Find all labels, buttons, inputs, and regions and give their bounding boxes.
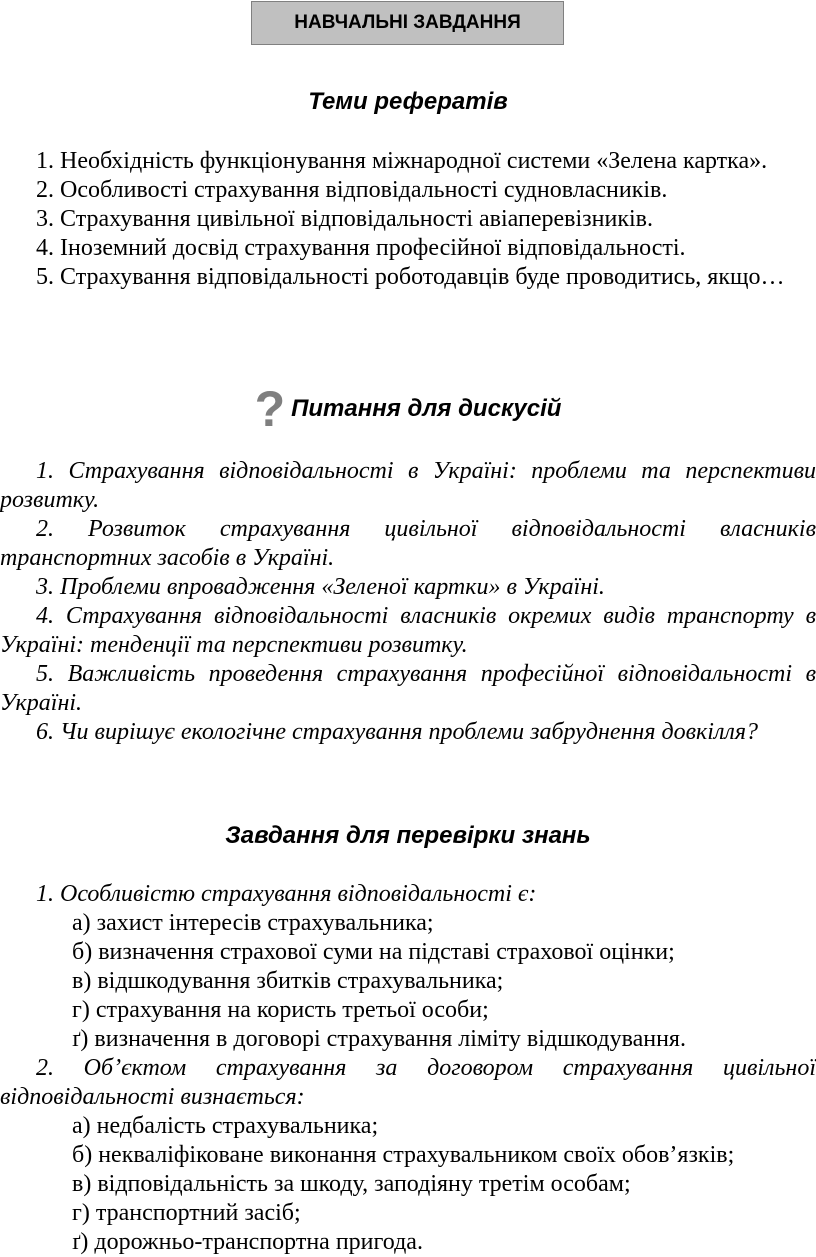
topics-heading: Теми рефератів — [308, 88, 508, 115]
list-item: 4. Страхування відповідальності власників окремих видів транспорту в Україні: тенденції та перспективи розвитку. — [0, 603, 816, 658]
answer-option: в) відшкодування збитків страхувальника; — [72, 968, 504, 994]
answer-option: а) захист інтересів страхувальника; — [72, 910, 434, 936]
topics-list — [0, 147, 816, 292]
quiz-list — [0, 880, 816, 1257]
answer-option: ґ) визначення в договорі страхування ліміту відшкодування. — [72, 1026, 686, 1052]
list-item: 1. Страхування відповідальності в Україні: проблеми та перспективи розвитку. — [0, 458, 816, 513]
list-item: 3. Проблеми впровадження «Зеленої картки» в Україні. — [36, 574, 605, 600]
answer-option: а) недбалість страхувальника; — [72, 1113, 379, 1139]
answer-option: в) відповідальність за шкоду, заподіяну третім особам; — [72, 1171, 631, 1197]
list-item: 3. Страхування цивільної відповідальності авіаперевізників. — [36, 206, 653, 232]
answer-option: ґ) дорожньо-транспортна пригода. — [72, 1229, 423, 1255]
list-item: 4. Іноземний досвід страхування професійної відповідальності. — [36, 235, 686, 261]
list-item: 6. Чи вирішує екологічне страхування проблеми забруднення довкілля? — [36, 719, 759, 745]
section-header-box: НАВЧАЛЬНІ ЗАВДАННЯ — [251, 1, 564, 45]
list-item: 1. Необхідність функціонування міжнародної системи «Зелена картка». — [36, 148, 768, 174]
answer-option: б) некваліфіковане виконання страхувальником своїх обов’язків; — [72, 1142, 735, 1168]
answer-option: г) транспортний засіб; — [72, 1200, 301, 1226]
quiz-heading: Завдання для перевірки знань — [225, 822, 591, 849]
list-item: 2. Особливості страхування відповідальності судновласників. — [36, 177, 668, 203]
discussion-heading-label: Питання для дискусій — [291, 395, 562, 422]
quiz-question: 1. Особливістю страхування відповідальності є: — [36, 881, 537, 907]
answer-option: б) визначення страхової суми на підставі страхової оцінки; — [72, 939, 675, 965]
quiz-question: 2. Об’єктом страхування за договором страхування цивільної відповідальності визнається: — [0, 1055, 816, 1110]
discussion-heading — [0, 381, 816, 437]
list-item: 2. Розвиток страхування цивільної відповідальності власників транспортних засобів в Україні. — [0, 516, 816, 571]
answer-option: г) страхування на користь третьої особи; — [72, 997, 489, 1023]
list-item: 5. Страхування відповідальності роботодавців буде проводитись, якщо… — [36, 264, 785, 290]
discussion-list — [0, 457, 816, 747]
list-item: 5. Важливість проведення страхування професійної відповідальності в Україні. — [0, 661, 816, 716]
question-mark-icon: ? — [254, 381, 286, 437]
